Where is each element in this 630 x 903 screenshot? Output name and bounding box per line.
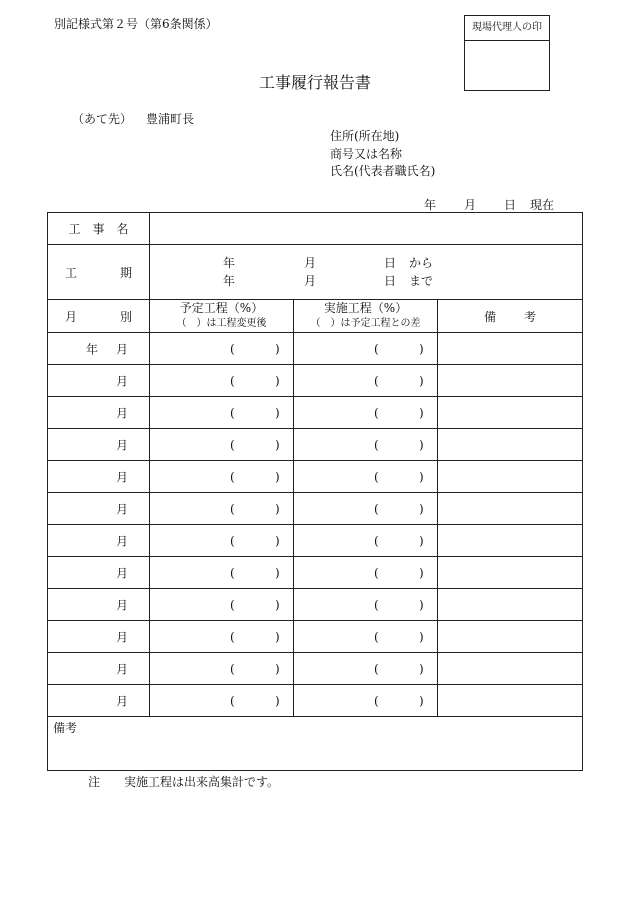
actual-header-cell <box>294 300 438 333</box>
paren-close: ) <box>275 405 280 420</box>
period-until-suffix: まで <box>409 274 434 288</box>
paren-close: ) <box>419 533 424 548</box>
row-actual-cell <box>294 685 438 717</box>
remarks-header <box>438 308 582 325</box>
paren-open: ( <box>230 693 235 708</box>
paren-close: ) <box>275 629 280 644</box>
row-actual-cell <box>294 429 438 461</box>
table-row <box>48 653 583 685</box>
paren-open: ( <box>374 501 379 516</box>
paren-open: ( <box>230 373 235 388</box>
paren-open: ( <box>230 437 235 452</box>
paren-open: ( <box>374 629 379 644</box>
paren-open: ( <box>230 533 235 548</box>
row-remarks-cell <box>438 461 583 493</box>
row-month-label: 月 <box>116 502 129 516</box>
row-actual-cell <box>294 493 438 525</box>
paren-open: ( <box>374 693 379 708</box>
paren-close: ) <box>275 533 280 548</box>
row-month-cell <box>48 525 150 557</box>
row-month-cell <box>48 493 150 525</box>
paren-close: ) <box>419 693 424 708</box>
period-from-day: 日 <box>384 256 397 270</box>
paren-close: ) <box>275 501 280 516</box>
paren-close: ) <box>419 341 424 356</box>
note: 注 実施工程は出来高集計です。 <box>88 775 280 789</box>
planned-header-sub: （ ）は工程変更後 <box>176 318 267 329</box>
period-until-row <box>150 272 582 290</box>
period-value-cell <box>150 245 583 300</box>
row-planned-cell <box>150 461 294 493</box>
remarks-header-b: 考 <box>524 309 537 324</box>
row-planned-cell <box>150 557 294 589</box>
paren-open: ( <box>374 469 379 484</box>
row-month-cell <box>48 653 150 685</box>
month-rows <box>48 333 583 717</box>
row-month-cell <box>48 397 150 429</box>
row-planned-cell <box>150 685 294 717</box>
row-month-label: 月 <box>116 598 129 612</box>
work-name-value <box>150 213 583 245</box>
row-remarks-cell <box>438 333 583 365</box>
paren-close: ) <box>419 373 424 388</box>
form-id: 別記様式第２号（第6条関係） <box>54 17 218 31</box>
period-from-month: 月 <box>304 256 317 270</box>
row-actual-cell <box>294 365 438 397</box>
table-row <box>48 429 583 461</box>
table-row <box>48 493 583 525</box>
row-actual-cell <box>294 333 438 365</box>
paren-close: ) <box>275 661 280 676</box>
row-remarks-cell <box>438 589 583 621</box>
work-name-label-cell <box>48 213 150 245</box>
month-header-cell <box>48 300 150 333</box>
paren-close: ) <box>419 661 424 676</box>
row-month-label: 月 <box>116 566 129 580</box>
row-month-label: 月 <box>116 534 129 548</box>
month-header <box>48 308 149 325</box>
row-remarks-cell <box>438 525 583 557</box>
addressee <box>72 110 194 127</box>
row-actual-cell <box>294 557 438 589</box>
paren-open: ( <box>230 565 235 580</box>
paren-close: ) <box>419 565 424 580</box>
footer-remarks-label: 備考 <box>53 721 78 735</box>
month-header-b: 別 <box>119 309 132 324</box>
period-label-cell <box>48 245 150 300</box>
row-month-label: 月 <box>116 662 129 676</box>
table-row <box>48 365 583 397</box>
paren-close: ) <box>275 693 280 708</box>
paren-close: ) <box>419 437 424 452</box>
planned-header: 予定工程（%） <box>179 301 264 315</box>
paren-open: ( <box>374 341 379 356</box>
row-remarks-cell <box>438 685 583 717</box>
table-row <box>48 557 583 589</box>
work-name-label: 工 事 名 <box>68 222 129 236</box>
row-planned-cell <box>150 397 294 429</box>
row-actual-cell <box>294 653 438 685</box>
paren-close: ) <box>419 469 424 484</box>
addressee-name: 豊浦町長 <box>146 112 195 126</box>
paren-open: ( <box>230 469 235 484</box>
paren-close: ) <box>275 469 280 484</box>
date-line <box>424 196 554 213</box>
row-month-cell <box>48 365 150 397</box>
paren-open: ( <box>230 501 235 516</box>
paren-open: ( <box>374 661 379 676</box>
row-remarks-cell <box>438 397 583 429</box>
paren-open: ( <box>230 405 235 420</box>
table-row <box>48 685 583 717</box>
period-from-year: 年 <box>223 256 236 270</box>
row-month-label: 月 <box>116 630 129 644</box>
row-planned-cell <box>150 365 294 397</box>
paren-open: ( <box>230 629 235 644</box>
period-label-b: 期 <box>119 265 132 280</box>
row-planned-cell <box>150 589 294 621</box>
row-month-cell <box>48 685 150 717</box>
row-month-cell <box>48 589 150 621</box>
row-actual-cell <box>294 461 438 493</box>
row-remarks-cell <box>438 429 583 461</box>
company-label: 商号又は名称 <box>330 147 403 161</box>
progress-table <box>47 212 583 771</box>
row-month-cell <box>48 621 150 653</box>
remarks-header-a: 備 <box>483 309 496 324</box>
paren-open: ( <box>230 661 235 676</box>
paren-open: ( <box>374 597 379 612</box>
date-day: 日 <box>504 198 517 212</box>
date-month: 月 <box>464 198 477 212</box>
row-remarks-cell <box>438 493 583 525</box>
table-row <box>48 589 583 621</box>
paren-close: ) <box>275 565 280 580</box>
row-remarks-cell <box>438 365 583 397</box>
table-row <box>48 525 583 557</box>
table-row <box>48 461 583 493</box>
paren-close: ) <box>275 437 280 452</box>
row-year-label: 年 <box>86 342 99 356</box>
row-month-cell <box>48 333 150 365</box>
addressee-prefix: （あて先） <box>72 112 133 126</box>
row-month-label: 月 <box>116 438 129 452</box>
period-from-suffix: から <box>409 256 434 270</box>
paren-open: ( <box>374 565 379 580</box>
paren-open: ( <box>374 533 379 548</box>
table-row <box>48 333 583 365</box>
row-month-label: 月 <box>116 470 129 484</box>
seal-label: 現場代理人の印 <box>465 16 549 41</box>
table-row <box>48 621 583 653</box>
page-title: 工事履行報告書 <box>258 73 371 92</box>
row-actual-cell <box>294 589 438 621</box>
period-from-row <box>150 254 582 272</box>
row-actual-cell <box>294 621 438 653</box>
row-planned-cell <box>150 525 294 557</box>
row-month-label: 月 <box>116 374 129 388</box>
month-header-a: 月 <box>65 309 78 324</box>
period-until-day: 日 <box>384 274 397 288</box>
row-month-label: 月 <box>116 342 129 356</box>
table-row <box>48 397 583 429</box>
row-month-cell <box>48 557 150 589</box>
footer-remarks-cell <box>48 717 583 771</box>
paren-open: ( <box>374 373 379 388</box>
row-remarks-cell <box>438 653 583 685</box>
actual-header: 実施工程（%） <box>323 301 408 315</box>
row-month-cell <box>48 461 150 493</box>
address-label: 住所(所在地) <box>330 129 400 143</box>
row-actual-cell <box>294 397 438 429</box>
row-planned-cell <box>150 621 294 653</box>
paren-close: ) <box>275 373 280 388</box>
row-planned-cell <box>150 653 294 685</box>
period-until-month: 月 <box>304 274 317 288</box>
paren-close: ) <box>419 405 424 420</box>
paren-open: ( <box>374 405 379 420</box>
paren-close: ) <box>419 597 424 612</box>
row-remarks-cell <box>438 621 583 653</box>
row-planned-cell <box>150 333 294 365</box>
date-as-of: 現在 <box>530 198 555 212</box>
actual-header-sub: （ ）は予定工程との差 <box>310 318 421 329</box>
planned-header-cell <box>150 300 294 333</box>
period-label <box>48 264 149 281</box>
paren-close: ) <box>419 629 424 644</box>
paren-open: ( <box>230 597 235 612</box>
remarks-header-cell <box>438 300 583 333</box>
paren-close: ) <box>275 341 280 356</box>
row-month-cell <box>48 429 150 461</box>
paren-close: ) <box>275 597 280 612</box>
row-actual-cell <box>294 525 438 557</box>
period-label-a: 工 <box>65 265 78 280</box>
name-label: 氏名(代表者職氏名) <box>330 164 436 178</box>
row-planned-cell <box>150 429 294 461</box>
row-planned-cell <box>150 493 294 525</box>
paren-open: ( <box>374 437 379 452</box>
paren-open: ( <box>230 341 235 356</box>
period-until-year: 年 <box>223 274 236 288</box>
row-month-label: 月 <box>116 406 129 420</box>
paren-close: ) <box>419 501 424 516</box>
row-remarks-cell <box>438 557 583 589</box>
row-month-label: 月 <box>116 694 129 708</box>
date-year: 年 <box>424 198 437 212</box>
